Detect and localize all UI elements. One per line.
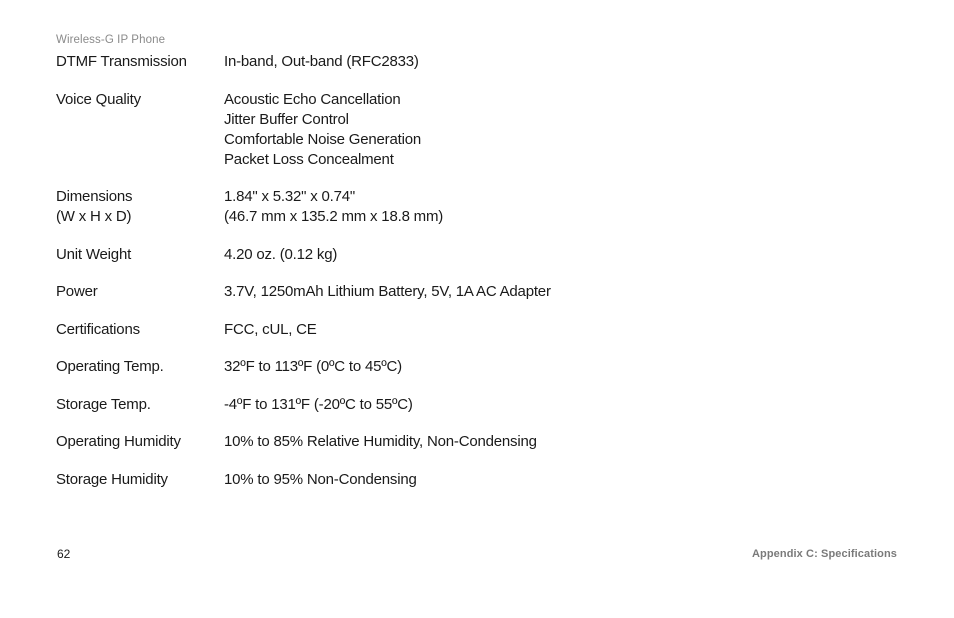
spec-row — [56, 245, 756, 265]
spec-label — [56, 245, 224, 265]
spec-value — [224, 187, 756, 227]
spec-row — [56, 395, 756, 415]
spec-row — [56, 90, 756, 170]
spec-value — [224, 470, 756, 490]
spec-row — [56, 357, 756, 377]
spec-row — [56, 470, 756, 490]
spec-label-line: Certifications — [56, 320, 140, 338]
spec-label — [56, 470, 224, 490]
spec-value — [224, 282, 756, 302]
spec-value-line: 32ºF to 113ºF (0ºC to 45ºC) — [224, 358, 402, 375]
spec-label — [56, 432, 224, 452]
spec-label-line: Power — [56, 283, 98, 300]
spec-row — [56, 187, 756, 227]
spec-value-line: 3.7V, 1250mAh Lithium Battery, 5V, 1A AC Adapter — [224, 283, 551, 300]
spec-value-line: 4.20 oz. (0.12 kg) — [224, 245, 338, 263]
spec-value-line: Packet Loss Concealment — [224, 150, 394, 168]
footer-section-title: Appendix C: Specifications — [751, 548, 897, 560]
spec-row — [56, 52, 756, 72]
spec-value — [224, 320, 756, 340]
spec-value-line: 1.84" x 5.32" x 0.74" — [224, 188, 356, 205]
spec-value-line: Jitter Buffer Control — [224, 110, 349, 128]
spec-value-line: In-band, Out-band (RFC2833) — [224, 53, 419, 70]
spec-label — [56, 320, 224, 340]
spec-value — [224, 357, 756, 377]
spec-label-line: DTMF Transmission — [56, 53, 187, 70]
spec-label — [56, 282, 224, 302]
spec-row — [56, 282, 756, 302]
page-number: 62 — [57, 547, 71, 561]
spec-label-line: (W x H x D) — [56, 208, 132, 225]
spec-label-line: Unit Weight — [56, 245, 132, 263]
spec-value — [224, 245, 756, 265]
spec-label — [56, 395, 224, 415]
spec-value-line: Acoustic Echo Cancellation — [224, 90, 401, 108]
spec-value — [224, 90, 756, 170]
spec-label-line: Operating Humidity — [56, 433, 181, 450]
spec-value-line: 10% to 85% Relative Humidity, Non-Condensing — [224, 433, 537, 450]
spec-value-line: -4ºF to 131ºF (-20ºC to 55ºC) — [224, 395, 413, 413]
spec-row — [56, 432, 756, 452]
running-header: Wireless-G IP Phone — [56, 34, 166, 46]
spec-label-line: Operating Temp. — [56, 358, 164, 375]
spec-value — [224, 395, 756, 415]
spec-label-line: Storage Humidity — [56, 470, 168, 488]
spec-label-line: Dimensions — [56, 188, 133, 205]
spec-label-line: Storage Temp. — [56, 395, 151, 413]
spec-value-line: FCC, cUL, CE — [224, 320, 317, 338]
spec-label — [56, 90, 224, 110]
spec-value-line: 10% to 95% Non-Condensing — [224, 470, 417, 488]
spec-value-line: Comfortable Noise Generation — [224, 130, 422, 148]
spec-row — [56, 320, 756, 340]
spec-value-line: (46.7 mm x 135.2 mm x 18.8 mm) — [224, 208, 444, 225]
spec-value — [224, 432, 756, 452]
specifications-table — [56, 52, 756, 490]
spec-label — [56, 52, 224, 72]
spec-label — [56, 187, 224, 227]
spec-value — [224, 52, 756, 72]
spec-label — [56, 357, 224, 377]
spec-label-line: Voice Quality — [56, 90, 141, 108]
